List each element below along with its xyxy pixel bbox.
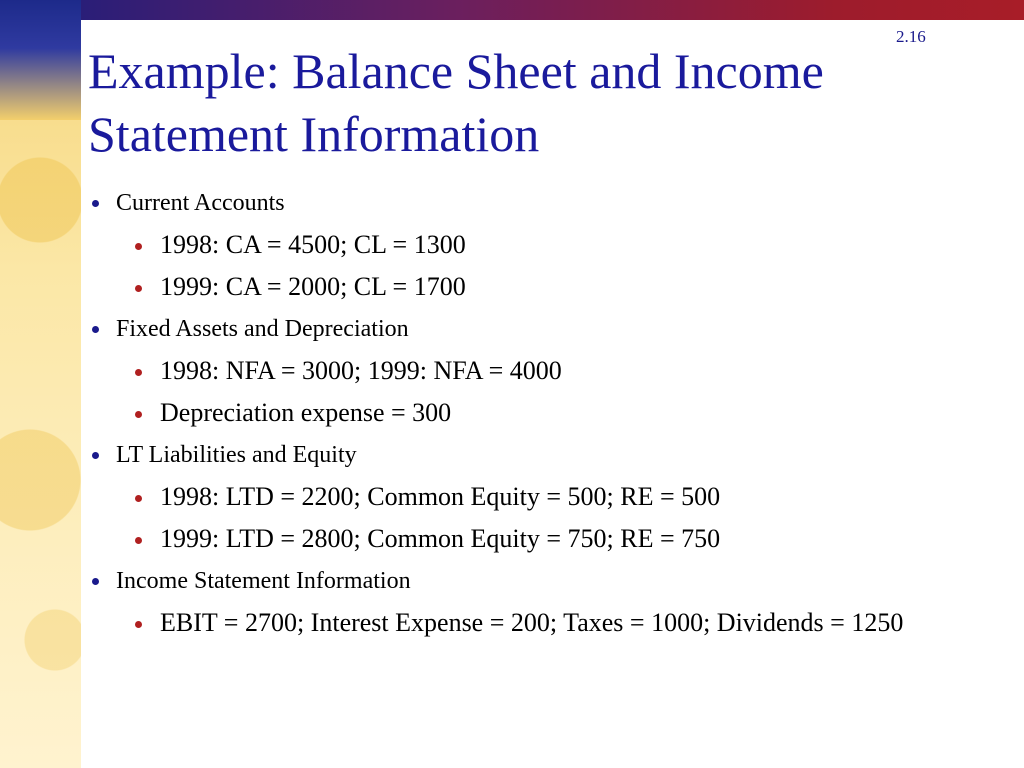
slide-number: 2.16 [896, 27, 926, 46]
bullet-list [88, 186, 988, 686]
bullet-icon [135, 243, 142, 250]
list-item: 1998: NFA = 3000; 1999: NFA = 4000 [88, 354, 988, 396]
side-panel-top-gradient [0, 0, 81, 120]
section-heading: Income Statement Information [88, 564, 988, 606]
section-heading: LT Liabilities and Equity [88, 438, 988, 480]
list-item: 1998: CA = 4500; CL = 1300 [88, 228, 988, 270]
bullet-icon [135, 621, 142, 628]
bullet-icon [92, 326, 99, 333]
section-heading: Current Accounts [88, 186, 988, 228]
bullet-icon [135, 285, 142, 292]
section-heading: Fixed Assets and Depreciation [88, 312, 988, 354]
bullet-icon [135, 537, 142, 544]
bullet-icon [135, 411, 142, 418]
decorative-side-panel [0, 0, 81, 768]
bullet-icon [135, 369, 142, 376]
list-item: EBIT = 2700; Interest Expense = 200; Taxes = 1000; Dividends = 1250 [88, 606, 988, 686]
list-item: 1998: LTD = 2200; Common Equity = 500; RE = 500 [88, 480, 988, 522]
bullet-icon [92, 200, 99, 207]
slide-title: Example: Balance Sheet and Income Statement Information [88, 43, 824, 162]
list-item: 1999: LTD = 2800; Common Equity = 750; RE = 750 [88, 522, 988, 564]
bullet-icon [92, 452, 99, 459]
bullet-icon [135, 495, 142, 502]
bullet-icon [92, 578, 99, 585]
list-item: Depreciation expense = 300 [88, 396, 988, 438]
decorative-top-bar [81, 0, 1024, 20]
list-item: 1999: CA = 2000; CL = 1700 [88, 270, 988, 312]
